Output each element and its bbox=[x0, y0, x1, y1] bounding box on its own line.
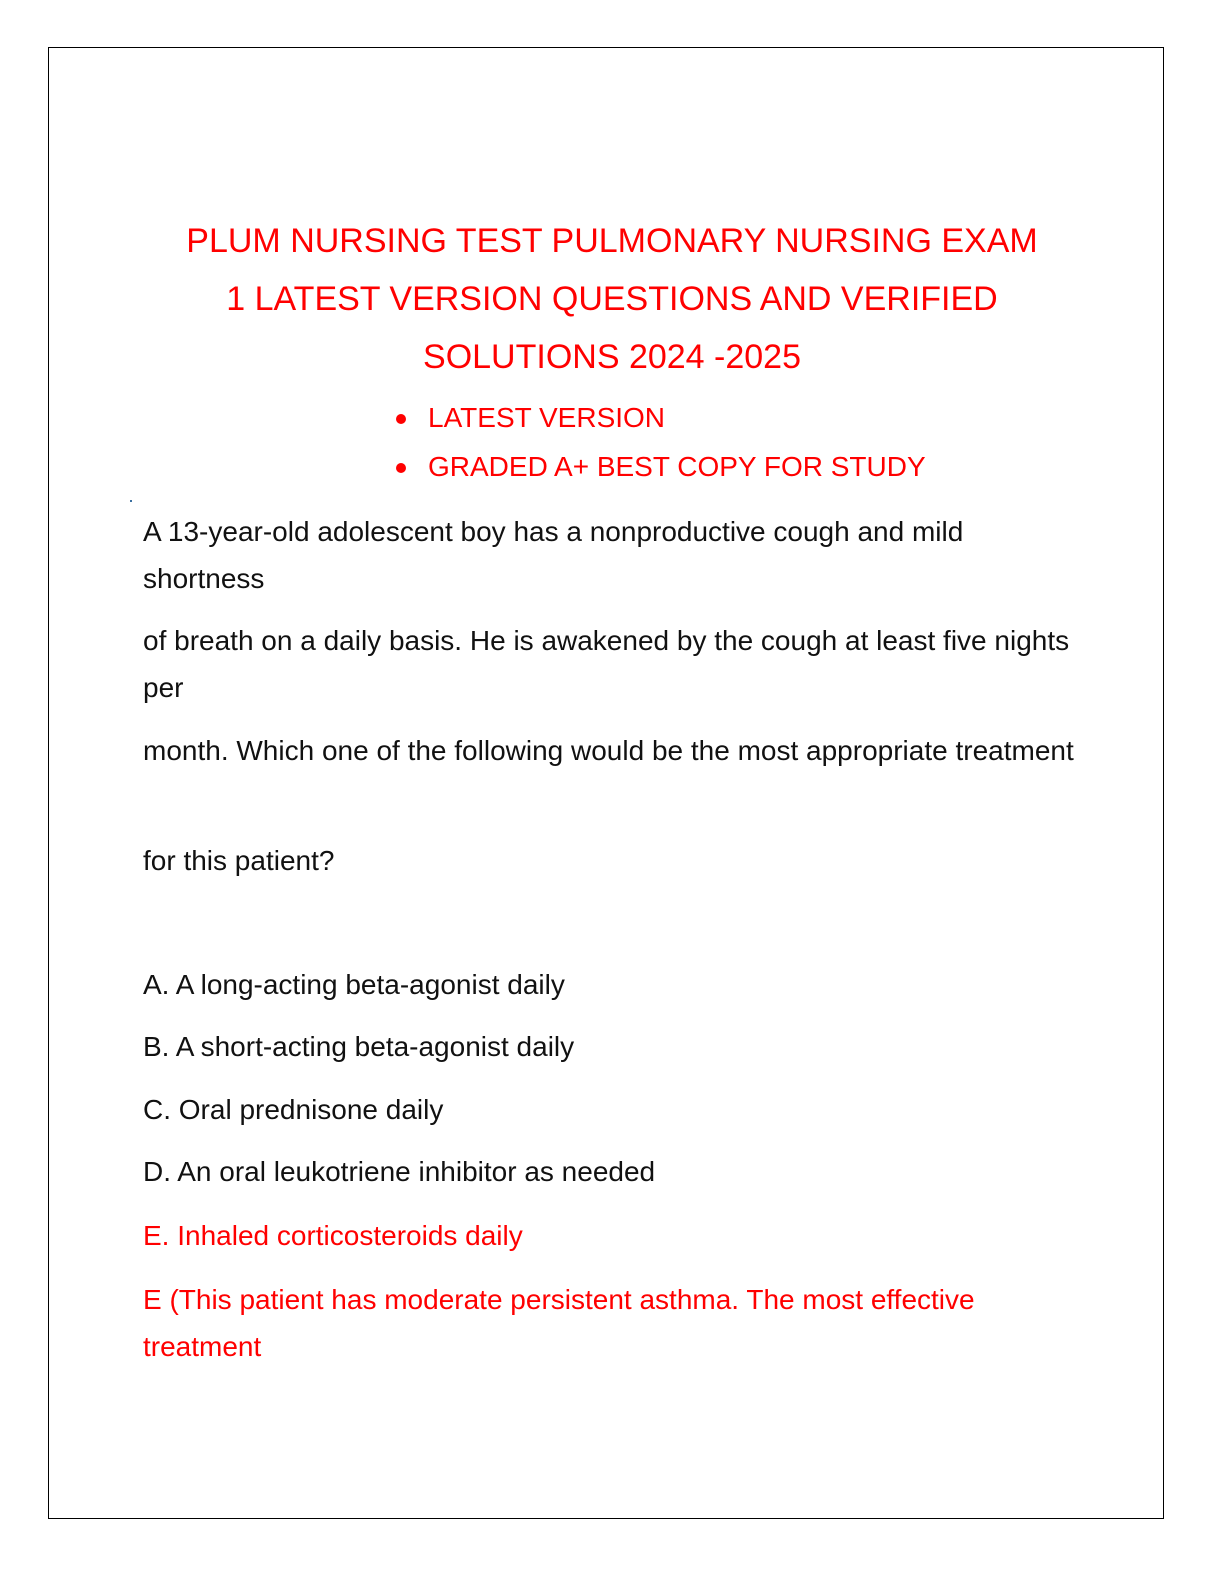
option-a: A. A long-acting beta-agonist daily bbox=[143, 969, 565, 1000]
question-paragraph-4: for this patient? bbox=[143, 845, 335, 876]
option-b: B. A short-acting beta-agonist daily bbox=[143, 1031, 575, 1062]
option-e-correct: E. Inhaled corticosteroids daily bbox=[143, 1220, 523, 1251]
option-c: C. Oral prednisone daily bbox=[143, 1094, 444, 1125]
bullet-dot-icon bbox=[396, 463, 406, 473]
question-paragraph-2: of breath on a daily basis. He is awakened by the cough at least five nights per bbox=[143, 625, 1070, 703]
stray-mark bbox=[130, 500, 132, 502]
title-line-1: PLUM NURSING TEST PULMONARY NURSING EXAM bbox=[186, 222, 1038, 260]
feature-bullet-list bbox=[392, 398, 926, 496]
bullet-text: GRADED A+ BEST COPY FOR STUDY bbox=[428, 451, 926, 482]
answer-rationale: E (This patient has moderate persistent asthma. The most effective treatment bbox=[143, 1284, 975, 1362]
bullet-dot-icon bbox=[396, 414, 406, 424]
title-line-3: SOLUTIONS 2024 -2025 bbox=[423, 338, 801, 376]
question-paragraph-1: A 13-year-old adolescent boy has a nonproductive cough and mild shortness bbox=[143, 516, 964, 594]
title-line-2: 1 LATEST VERSION QUESTIONS AND VERIFIED bbox=[226, 280, 998, 318]
bullet-text: LATEST VERSION bbox=[428, 402, 666, 433]
question-paragraph-3: month. Which one of the following would be the most appropriate treatment bbox=[143, 735, 1074, 766]
option-d: D. An oral leukotriene inhibitor as needed bbox=[143, 1156, 656, 1187]
bullet-item bbox=[392, 447, 926, 496]
document-title bbox=[120, 212, 1104, 386]
bullet-item bbox=[392, 398, 926, 447]
